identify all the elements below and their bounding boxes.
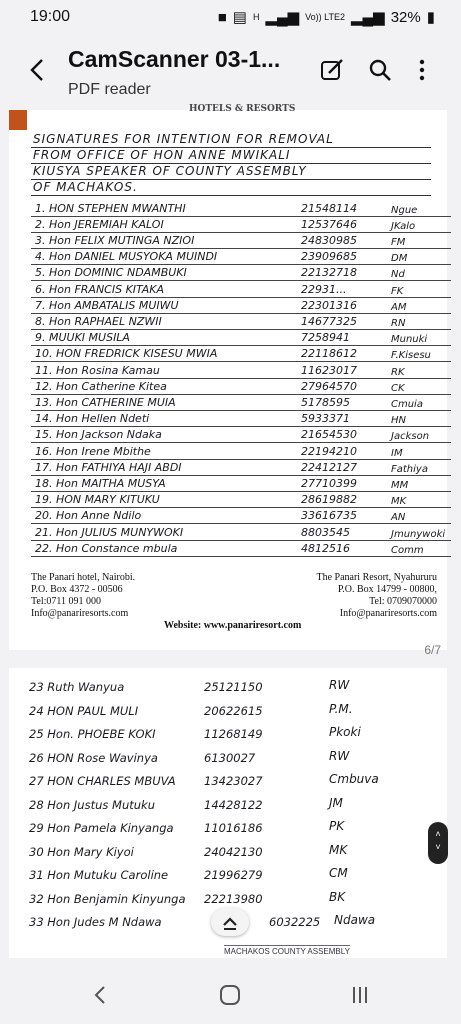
member-id: 21654530 (301, 428, 357, 442)
signature-row (29, 868, 439, 888)
member-id: 22118612 (301, 347, 357, 361)
page-indicator: 6/7 (424, 643, 441, 657)
member-id: 22132718 (301, 266, 357, 280)
member-id: 6130027 (204, 750, 256, 765)
member-id: 33616735 (301, 509, 357, 523)
member-name: 30 Hon Mary Kiyoi (29, 844, 134, 859)
back-arrow-icon[interactable] (24, 56, 52, 84)
member-id: 22194210 (301, 444, 357, 458)
member-name: 21. Hon JULIUS MUNYWOKI (35, 525, 184, 539)
scroll-handle[interactable]: ˄ ˅ (428, 822, 448, 864)
network-lte: Vo)) LTE2 (305, 11, 345, 22)
letterhead: HOTELS & RESORTS (189, 104, 296, 114)
member-name: 3. Hon FELIX MUTINGA NZIOI (35, 233, 195, 247)
signature-row (29, 842, 439, 865)
signature-row (31, 508, 451, 525)
chevron-up-icon (220, 912, 240, 932)
member-signature: Jackson (391, 431, 430, 443)
member-id: 6032225 (269, 915, 321, 929)
member-signature: MM (391, 479, 409, 491)
member-name: 20. Hon Anne Ndilo (35, 509, 142, 523)
system-nav-bar (0, 966, 461, 1024)
member-signature: RW (329, 748, 350, 763)
nav-home-icon[interactable] (217, 982, 243, 1008)
title-line: OF MACHAKOS. (31, 180, 431, 196)
member-signature: FM (391, 236, 406, 248)
signature-row (31, 411, 451, 428)
signature-row (29, 748, 439, 771)
member-name: 2. Hon JEREMIAH KALOI (35, 217, 164, 231)
member-id: 27964570 (301, 379, 357, 393)
member-signature: Pkoki (329, 725, 361, 739)
signature-row (31, 232, 451, 249)
member-signature: MK (391, 496, 407, 508)
pdf-page-1 (9, 104, 447, 650)
nav-recents-icon[interactable] (347, 982, 373, 1008)
member-id: 24830985 (301, 233, 357, 247)
member-name: 15. Hon Jackson Ndaka (35, 428, 162, 442)
member-signature: BK (329, 889, 346, 904)
document-title: CamScanner 03-1... (68, 46, 281, 72)
signature-row (31, 524, 451, 541)
member-signature: F.Kisesu (391, 350, 431, 362)
title-line: SIGNATURES FOR INTENTION FOR REMOVAL (31, 132, 431, 148)
hotel-logo-corner (9, 110, 27, 130)
signature-row (31, 427, 451, 444)
member-id: 23909685 (301, 250, 357, 264)
footer-right: The Panari Resort, Nyahururu P.O. Box 14799 - 00800, Tel: 0709070000 Info@panariresorts.com (316, 572, 437, 619)
member-id: 11268149 (204, 727, 263, 741)
signature-row (31, 540, 451, 557)
member-signature: Cmbuva (329, 772, 379, 786)
edit-icon[interactable] (318, 56, 346, 84)
status-bar (0, 0, 461, 34)
member-name: 23 Ruth Wanyua (29, 680, 125, 694)
member-name: 26 HON Rose Wavinya (29, 750, 158, 765)
member-id: 27710399 (301, 476, 357, 490)
member-signature: Comm (391, 544, 424, 556)
member-signature: Ngue (391, 204, 418, 216)
signal-icon: ▂▄▆ (265, 9, 300, 26)
member-name: 7. Hon AMBATALIS MUIWU (35, 298, 179, 312)
member-signature: RW (329, 678, 350, 692)
document-subtitle: PDF reader (68, 81, 151, 98)
member-id: 25121150 (204, 680, 263, 694)
member-name: 14. Hon Hellen Ndeti (35, 412, 150, 426)
member-name: 29 Hon Pamela Kinyanga (29, 821, 174, 835)
member-id: 11623017 (301, 363, 357, 377)
member-name: 18. Hon MAITHA MUSYA (35, 476, 166, 490)
member-name: 25 Hon. PHOEBE KOKI (29, 727, 156, 741)
signature-row (31, 475, 451, 492)
member-signature: Jmunywoki (391, 528, 446, 540)
signature-row (29, 774, 439, 794)
signature-row (29, 795, 439, 818)
signature-row (31, 443, 451, 460)
member-id: 21996279 (204, 868, 263, 882)
member-signature: Munuki (391, 334, 428, 346)
member-id: 22301316 (301, 298, 357, 312)
member-name: 24 HON PAUL MULI (29, 703, 139, 718)
member-name: 5. Hon DOMINIC NDAMBUKI (35, 266, 187, 280)
member-name: 22. Hon Constance mbula (35, 541, 178, 555)
signature-row (31, 200, 451, 217)
signature-row (31, 362, 451, 379)
signature-row (31, 459, 451, 476)
signature-row (31, 249, 451, 266)
member-name: 27 HON CHARLES MBUVA (29, 774, 176, 788)
member-signature: RK (391, 366, 405, 378)
assembly-stamp: MACHAKOS COUNTY ASSEMBLY (224, 947, 350, 956)
signature-row (31, 492, 451, 509)
battery-icon: ▮ (426, 9, 435, 26)
signature-row (31, 330, 451, 347)
signature-row (31, 281, 451, 298)
member-id: 4812516 (301, 541, 350, 555)
petition-title (31, 132, 431, 196)
member-name: 17. Hon FATHIYA HAJI ABDI (35, 460, 182, 474)
scroll-to-top-button[interactable] (211, 908, 249, 936)
member-name: 1. HON STEPHEN MWANTHI (35, 201, 186, 215)
member-id: 14677325 (301, 314, 357, 328)
member-id: 28619882 (301, 493, 357, 507)
member-name: 11. Hon Rosina Kamau (35, 363, 160, 377)
member-id: 5178595 (301, 395, 350, 409)
signature-row (31, 265, 451, 282)
member-signature: AN (391, 512, 406, 524)
app-bar (0, 34, 461, 106)
member-signature: IM (391, 447, 403, 459)
member-signature: Nd (391, 269, 405, 281)
signal2-icon: ▂▄▆ (351, 9, 385, 26)
member-signature: P.M. (329, 701, 353, 716)
member-name: 6. Hon FRANCIS KITAKA (35, 282, 165, 296)
member-id: 11016186 (204, 821, 263, 835)
member-name: 4. Hon DANIEL MUSYOKA MUINDI (35, 250, 218, 264)
signature-row (29, 701, 439, 724)
title-line: FROM OFFICE OF HON ANNE MWIKALI (31, 148, 431, 164)
vibrate-icon: ▤ (232, 9, 247, 26)
member-signature: AM (391, 301, 407, 313)
battery-percent: 32% (390, 8, 421, 26)
search-icon[interactable] (366, 56, 394, 84)
member-id: 12537646 (301, 217, 357, 231)
nav-back-icon[interactable] (88, 982, 114, 1008)
signature-row (29, 727, 439, 747)
member-id: 21548114 (301, 201, 357, 215)
member-id: 22412127 (301, 460, 357, 474)
network-type: H (252, 11, 260, 22)
member-signature: Ndawa (334, 913, 376, 927)
footer-left: The Panari hotel, Nairobi. P.O. Box 4372 - 00506 Tel:0711 091 000 Info@panariresorts.com (31, 572, 136, 619)
member-name: 19. HON MARY KITUKU (35, 493, 160, 507)
member-name: 8. Hon RAPHAEL NZWII (35, 314, 162, 328)
member-id: 14428122 (204, 797, 263, 812)
member-id: 13423027 (204, 774, 263, 788)
member-id: 22931... (301, 282, 347, 296)
status-time: 19:00 (30, 8, 71, 25)
member-signature: RN (391, 317, 406, 329)
member-signature: Fathiya (391, 463, 428, 475)
member-name: 12. Hon Catherine Kitea (35, 379, 167, 393)
signature-row (31, 378, 451, 395)
member-name: 33 Hon Judes M Ndawa (29, 915, 162, 929)
member-signature: Cmuia (391, 398, 423, 410)
member-name: 32 Hon Benjamin Kinyunga (29, 891, 186, 906)
member-name: 16. Hon Irene Mbithe (35, 444, 151, 458)
signature-row (29, 680, 439, 700)
member-name: 31 Hon Mutuku Caroline (29, 868, 169, 882)
member-signature: DM (391, 253, 408, 265)
member-signature: FK (391, 285, 404, 297)
signature-row (31, 394, 451, 411)
signature-row (31, 216, 451, 233)
title-line: KIUSYA SPEAKER OF COUNTY ASSEMBLY (31, 164, 431, 180)
footer-website: Website: www.panariresort.com (164, 620, 302, 631)
signature-row (31, 297, 451, 314)
member-signature: MK (329, 842, 348, 857)
member-id: 8803545 (301, 525, 350, 539)
signature-row (31, 346, 451, 363)
member-signature: CM (329, 866, 348, 880)
more-options-icon[interactable] (408, 56, 436, 84)
signature-row (31, 313, 451, 330)
member-signature: PK (329, 819, 345, 833)
signature-row (29, 821, 439, 841)
member-name: 9. MUUKI MUSILA (35, 331, 130, 345)
member-signature: JKalo (391, 220, 416, 232)
member-name: 28 Hon Justus Mutuku (29, 797, 155, 812)
member-id: 24042130 (204, 844, 263, 859)
member-id: 7258941 (301, 331, 350, 345)
member-id: 22213980 (204, 891, 263, 906)
dnd-icon: ■ (217, 8, 227, 26)
member-signature: JM (329, 795, 343, 810)
member-name: 13. Hon CATHERINE MUIA (35, 395, 176, 409)
member-signature: CK (391, 382, 405, 394)
member-name: 10. HON FREDRICK KISESU MWIA (35, 347, 218, 361)
member-signature: HN (391, 415, 406, 427)
member-id: 20622615 (204, 703, 263, 718)
member-id: 5933371 (301, 412, 350, 426)
